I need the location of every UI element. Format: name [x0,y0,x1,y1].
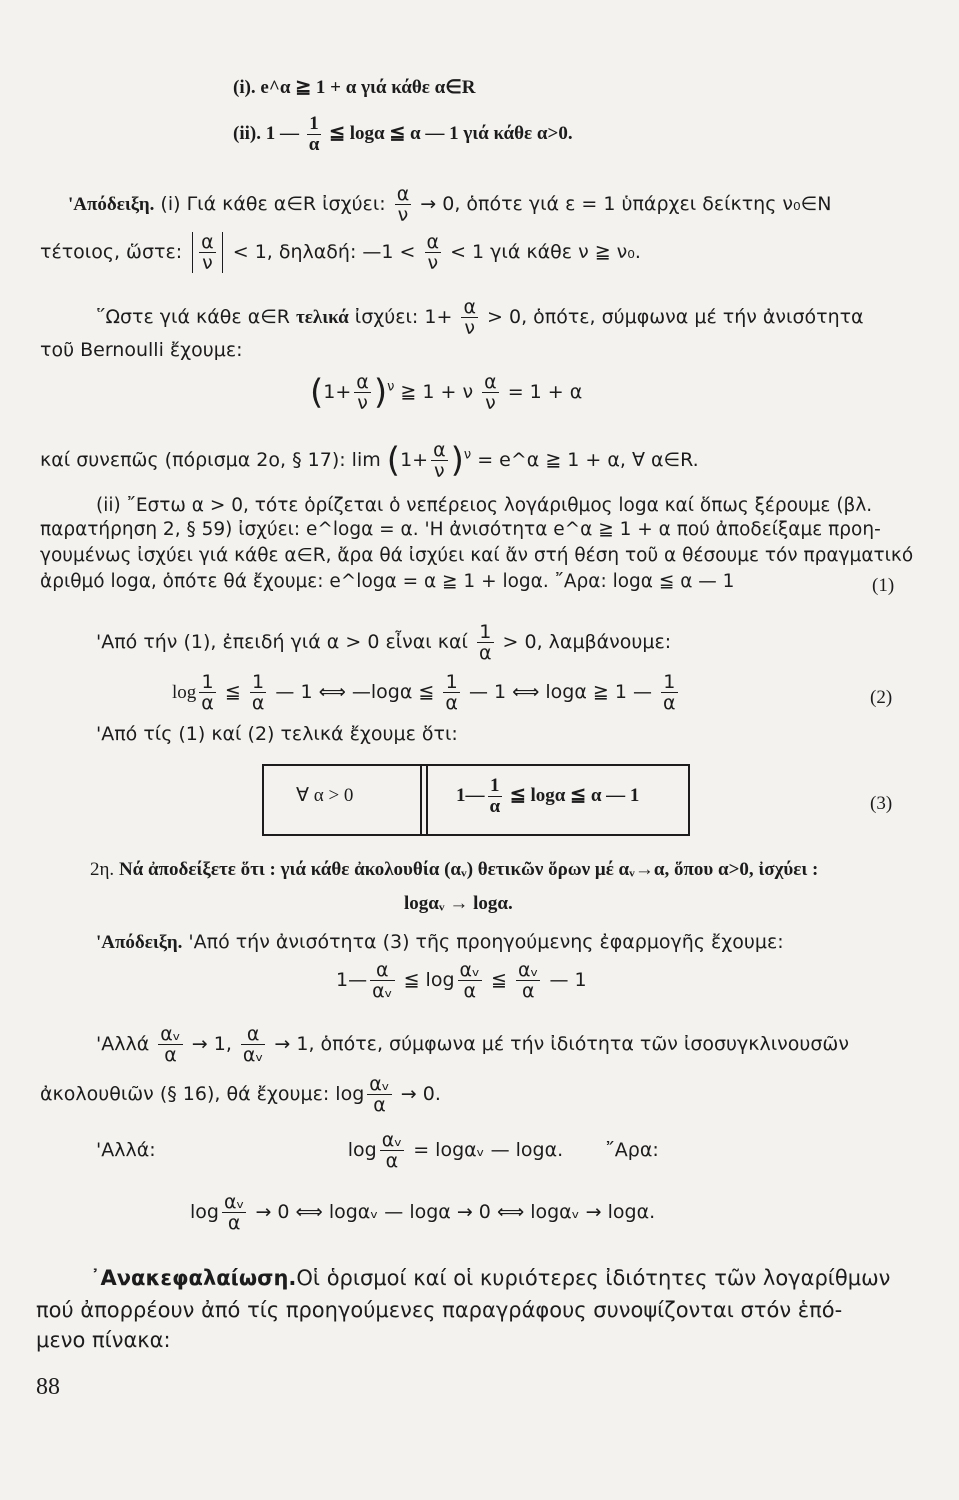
app2-line-2: 'Αλλά $\frac{\text{αᵥ}}{\alpha}$ → 1, $\frac{\alpha}{\text{αᵥ}}$ → 1, ὁπότε, σύμφωνα μέ τήν ἰδιότητα τῶν ἰσοσυγκλινουσῶν [96,1023,849,1066]
bernoulli-equation: (1+ $\frac{\alpha}{\nu}$ )$^\nu$ ≧ 1 + ν $\frac{\alpha}{\nu}$ = 1 + α [310,371,583,414]
equation-2: log $\frac{1}{\alpha}$ ≦ $\frac{1}{\alpha}$ — 1 ⟺ —logα ≦ $\frac{1}{\alpha}$ — 1 ⟺ logα ≧ 1 — $\frac{1}{\alpha}$ [172,671,676,714]
lemma-item-ii: (ii). 1 — $\frac{1}{\alpha}$ ≦ logα ≦ α — 1 γιά κάθε α>0. [233,113,573,155]
app2-line-3: ἀκολουθιῶν (§ 16), θά ἔχουμε: log $\frac{\text{αᵥ}}{\alpha}$ → 0. [40,1073,441,1116]
proof-line-5: καί συνεπῶς (πόρισμα 2ο, § 17): lim (1+ $\frac{\alpha}{\nu}$ )$^\nu$ = e^α ≧ 1 + α, ∀ α∈R. [40,439,699,482]
boxed-right: 1— $\frac{1}{\alpha}$ ≦ logα ≦ α — 1 [456,775,640,817]
box-divider [420,764,422,834]
boxed-left: ∀ α > 0 [296,785,354,806]
proof2-line-2: παρατήρηση 2, § 59) ἰσχύει: e^logα = α. 'Η ἀνισότητα e^α ≧ 1 + α πού ἀποδείξαμε προη- [40,519,881,540]
equation-number-2: (2) [870,687,893,708]
proof2-line-4: ἀριθμό logα, ὁπότε θά ἔχουμε: e^logα = α ≧ 1 + logα. ῎Αρα: logα ≦ α — 1 [40,571,735,592]
application-2-statement: 2η. Νά ἀποδείξετε ὅτι : γιά κάθε ἀκολουθία (αᵥ) θετικῶν ὅρων μέ αᵥ→α, ὅπου α>0, ἰσχύει : [90,859,819,880]
proof-line-3: ῞Ωστε γιά κάθε α∈R τελικά ἰσχύει: 1+ $\frac{\alpha}{\nu}$ > 0, ὁπότε, σύμφωνα μέ τήν ἀνισότητα [96,296,864,339]
summary-line-1: ᾿Ανακεφαλαίωση.Οἱ ὁρισμοί καί οἱ κυριότερες ἰδιότητες τῶν λογαρίθμων [90,1266,891,1290]
proof-line-4: τοῦ Bernoulli ἔχουμε: [40,339,243,361]
application-2-statement-2: logαᵥ → logα. [404,893,513,914]
app2-proof-line-1: 'Απόδειξη. 'Από τήν ἀνισότητα (3) τῆς προηγούμενης ἐφαρμογῆς ἔχουμε: [96,931,784,953]
page-number: 88 [36,1374,60,1400]
box-divider-2 [426,764,428,834]
lemma-item-i: (i). e^α ≧ 1 + α γιά κάθε α∈R [233,77,476,98]
equation-number-3: (3) [870,793,893,814]
app2-line-4: 'Αλλά: log $\frac{\text{αᵥ}}{\alpha}$ = logαᵥ — logα. ῎Αρα: [96,1129,659,1172]
summary-line-3: μενο πίνακα: [36,1328,171,1352]
proof2-line-5: 'Από τήν (1), ἐπειδή γιά α > 0 εἶναι καί $\frac{1}{\alpha}$ > 0, λαμβάνουμε: [96,621,672,664]
proof2-line-3: γουμένως ἰσχύει γιά κάθε α∈R, ἄρα θά ἰσχύει καί ἄν στή θέση τοῦ α θέσουμε τόν πραγματικό [40,545,914,566]
equation-number-1: (1) [872,575,895,596]
app2-line-5: log $\frac{\text{αᵥ}}{\alpha}$ → 0 ⟺ logαᵥ — logα → 0 ⟺ logαᵥ → logα. [190,1191,656,1234]
summary-line-2: πού ἀπορρέουν ἀπό τίς προηγούμενες παραγράφους συνοψίζονται στόν ἑπό- [36,1298,843,1322]
app2-equation-1: 1— $\frac{\alpha}{\text{αᵥ}}$ ≦ log $\frac{\text{αᵥ}}{\alpha}$ ≦ $\frac{\text{αᵥ}}{\alpha}$ — 1 [336,959,587,1002]
proof-line-1: 'Απόδειξη. (i) Γιά κάθε α∈R ἰσχύει: $\frac{\alpha}{\nu}$ → 0, ὁπότε γιά ε = 1 ὑπάρχει δείκτης ν₀∈Ν [68,183,832,226]
proof-line-2: τέτοιος, ὥστε: $\frac{\alpha}{\nu}$ < 1, δηλαδή: —1 < $\frac{\alpha}{\nu}$ < 1 γιά κάθε ν ≧ ν₀. [40,231,641,274]
proof2-line-1: (ii) ῎Εστω α > 0, τότε ὁρίζεται ὁ νεπέρειος λογάριθμος logα καί ὅπως ξέρουμε (βλ. [96,495,873,516]
proof2-line-6: 'Από τίς (1) καί (2) τελικά ἔχουμε ὅτι: [96,723,458,745]
